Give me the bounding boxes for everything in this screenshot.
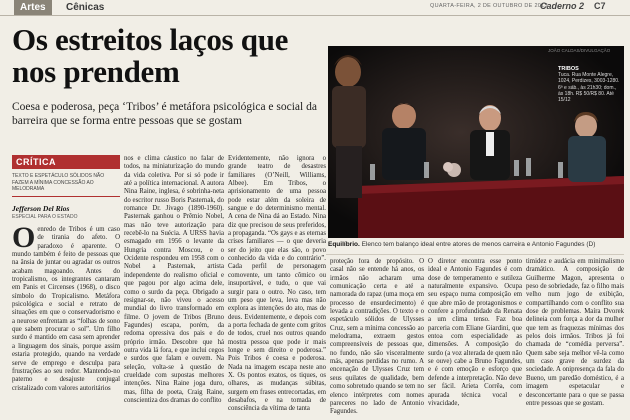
column-5-text: O diretor encontra esse ponto ideal e Antonio Fagundes é com dose de temperamento e sutileza naturalmente expansivo. Ocupa seu espaço numa composição em que abre mão de protagonismos e confere a profundidade da Renata a um clima tenso. Faz boa parceria com Eliane Giardini, que entoa com especialidade as dimensões. A composição do surdo (a voz alterada de quem não se ouve) cabe a Bruno Fagundes, e é com emoção e esforço que defende a interpretação. Não deve ser fácil. Arieta Corrêa, com apurada técnica vocal e vivacidade,	[428, 258, 522, 407]
caption-text: Elenco tem balanço ideal entre atores de menos carreira e Antonio Fagundes (D)	[361, 241, 596, 248]
column-3-text: Evidentemente, não ignora o grande teatro de desastres familiares (O’Neill, Williams, Albee). Em Tribos, o aprisionamento de uma pessoa pode estar além da soleira de sangue e do determinismo mental. A cena de Nina dá ao Estado. Nina diz que precisou de seus preferidos, a propaganda. “Os gays e as eternas crises familiares — o que deveria ser do jeito que elas são, o povo conhecido da vida e do contrário”. Cada perfil de personagem comovente, um tanto cômico ou insuportável, e tudo, o que vai surgir para o outro. No caso, tem um peso que leva, leva mas não explora as intenções do ato, mas de deus. Evidentemente, e depois com a porta fechada de gente com gritos de todos, cruel nos outros quando mostra pessoa que pode ir mais longe e sem direito e poderosa.” Pois Tribos é coesa e poderosa. Nada na imagem escapa neste ano X. Os pontos exatos, os tiques, os olhares, as mudanças súbitas, surgem em frases entrecortadas, em desabafos, e na tomada de consciência da vítima de tanta	[228, 155, 326, 413]
review-label: CRÍTICA	[12, 155, 120, 169]
column-4-text: proteção fora de propósito. O casal não se entende há anos, os irmãos não acharam uma comunicação certa e até a namorada do rapaz (uma moça em processo de ensurdecimento) é levada a contradições. O texto e o espetáculo sólidos de Ulysses Cruz, sem a mínima concessão ao melodrama, extraem gestos compreensíveis de pessoas que, no fundo, não são visceralmente más, apenas perdidas no rumo. A encenação de Ulysses Cruz tem seus quilates de qualidade, bem como sobretudo quando se tem no elenco intérpretes com nomes pareceres no lado de Antonio Fagundes.	[330, 258, 424, 416]
headline: Os estreitos laços que nos prendem	[12, 22, 289, 89]
caption-bold: Equilíbrio.	[328, 241, 360, 248]
subsection-label: Cênicas	[66, 2, 105, 13]
article-column-3	[228, 155, 326, 417]
event-info-box	[558, 66, 622, 103]
photo-caption	[328, 241, 624, 248]
review-box	[12, 155, 120, 197]
publication-name: Caderno 2	[540, 1, 585, 11]
review-summary: TEXTO E ESPETÁCULO SÓLIDOS NÃO FAZEM A MÍNIMA CONCESSÃO AO MELODRAMA	[12, 173, 120, 197]
caption-divider	[326, 254, 624, 255]
section-tag: Artes	[14, 0, 52, 15]
article-column-2	[124, 155, 224, 417]
drop-cap: O	[12, 226, 36, 254]
event-info-title: TRIBOS	[558, 66, 579, 72]
article-column-6	[526, 258, 624, 418]
page-header	[0, 0, 630, 16]
deck: Coesa e poderosa, peça ‘Tribos’ é metáfora psicológica e social da barreira que se forma entre pessoas que se gostam	[12, 101, 317, 127]
article-column-1	[12, 226, 120, 418]
photo-credit: JOÃO CALDAS/DIVULGAÇÃO	[548, 48, 611, 53]
column-1-text: enredo de Tribos é um caso de tirania do afeto. O paradoxo é aparente. O mundo também é feito de pessoas que na ânsia de juntar ou agradar os outros acabam magoando. Antes do tropicalismo, os integrantes cantaram em Panis et Circenses (1968), o disco símbolo do Tropicalismo. Metáfora psicológica e social e retrato de situações em que o conservadorismo e a neurose enfrentam as “folhas de sono que sabem procurar o sol”. Um filho surdo é mantido em casa sem aprender a linguagem dos sinais, porque assim estaria protegido, quando na verdade serve de emprego e desculpa para frustrações ao seu redor. Mantendo-no paterno e desajuste conjugal cristalizado com valores autoritários	[12, 226, 120, 392]
article-column-5	[428, 258, 522, 418]
article-column-4	[330, 258, 424, 418]
author-role: ESPECIAL PARA O ESTADO	[12, 214, 78, 220]
page-number: C7	[594, 1, 606, 11]
column-2-text: nos e clima cáustico no falar de todos, na miniaturização do mundo da vida coletiva. Por si só pode ir até a política internacional. A autora Nina Raine, inglesa, é sobrinha-neta do escritor russo Boris Pasternak, do romance Dr. Jivago (1890-1960). Pasternak ganhou o Prêmio Nobel, mas não teve autorização para recebê-lo na Suécia. A URSS havia esmagado em 1956 o levante da Hungria contra Moscou, e o Ocidente respondeu em 1958 com o Nobel a Pasternak, artista independente do realismo oficial e que pagou por algo acima dele, como o surdo da peça. Obrigado a resignar-se, não viveu o acesso mundial do livro transformado em filme. O jovem de Tribos (Bruno Fagundes) escapa, porém, da redoma opressiva dos pais e do próprio irmão. Descobre que há outra vida lá fora, e que inclui cegos e surdos que falam e ouvem. Na seleção, volta-se à questão de crueldade com supostas melhores intenções. Nina Raine joga duro, mas, filha de poeta, Craig Raine, conscientiza dos dramas do conflito	[124, 155, 224, 404]
publication-date: QUARTA-FEIRA, 2 DE OUTUBRO DE 2013	[430, 3, 548, 9]
event-info-text: Tuca. Rua Monte Alegre, 1024, Perdizes, 3003-1280. 6ª e sáb., às 21h30; dom., às 18h. R$ 50/R$ 80. Até 15/12	[558, 72, 620, 104]
author-name: Jefferson Del Rios	[12, 204, 70, 213]
column-6-text: timidez e audácia em minimalismo dramático. A composição de Guilherme Magon, apresenta o peso de sobriedade, faz o filho mais velho num jogo de exibição, compartilhando com o conflito sua dose de problemas. Maíra Dvorek delineia com força a dor da mulher que tem as fraquezas mínimas dos pelos dois irmãos. Tribos já foi chamada de “comédia perversa”. Quem sabe seja melhor vê-la como um caso grave de surdez da sociedade. A onipresença da fala do Bueno, um paredão doméstico, é a imagem espetacular e desconcertante para o que se passa entre pessoas que se gostam.	[526, 258, 624, 407]
